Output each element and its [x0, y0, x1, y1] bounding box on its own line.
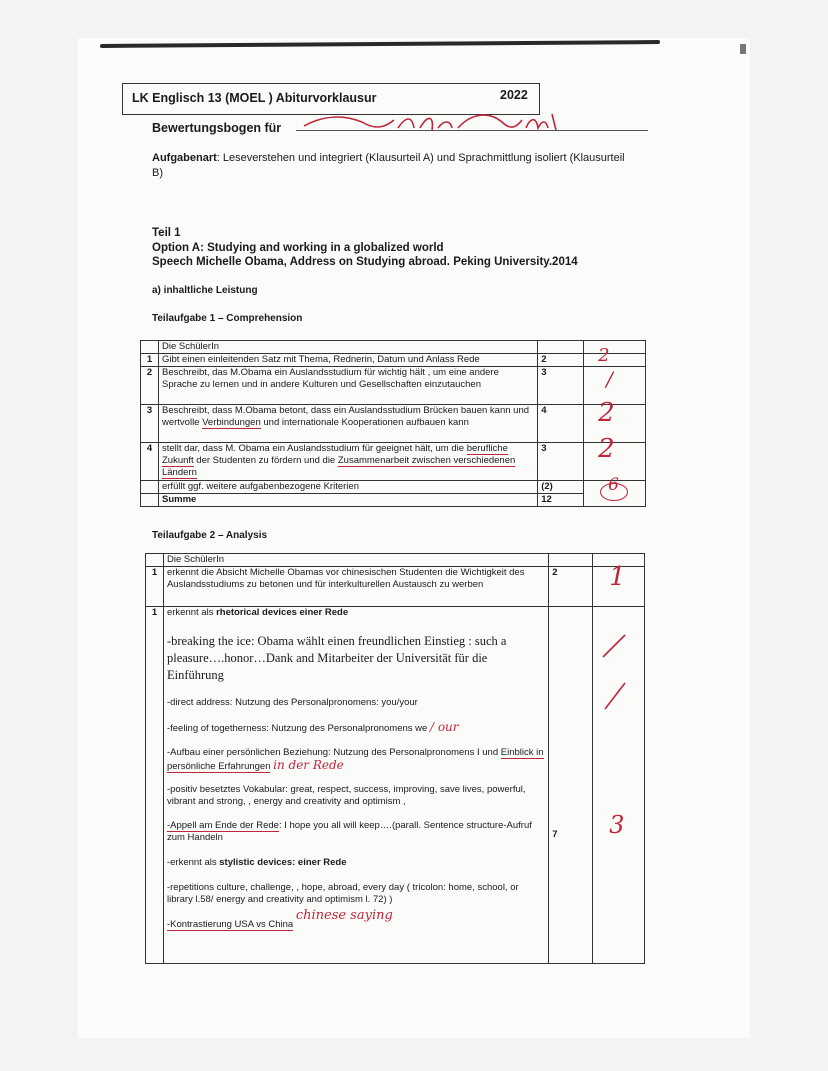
- criterion-text: Gibt einen einleitenden Satz mit Thema, Rednerin, Datum und Anlass Rede: [158, 354, 537, 367]
- section-heading: [152, 226, 578, 270]
- row-number: 1: [141, 354, 159, 367]
- extra-points: (2): [538, 481, 584, 494]
- handwritten-mark: 2: [598, 345, 610, 366]
- aufgabenart: [152, 151, 632, 181]
- aufgabenart-label: Aufgabenart: [152, 152, 217, 164]
- handwritten-sum: 6: [608, 475, 619, 495]
- sum-label: Summe: [158, 494, 537, 507]
- appell-text: : I hope you all will keep….(parall. Sentence structure-Aufruf zum Handeln: [166, 820, 532, 843]
- table-cell: [141, 481, 159, 494]
- option-label: Option A: Studying and working in a globalized world: [152, 241, 444, 254]
- max-points: 3: [538, 367, 584, 405]
- positiv-vokabular: -positiv besetztes Vokabular: great, respect, success, improving, save lives, powerful, vibrant and strong, , energy and creativity and optimism ,: [166, 784, 526, 807]
- handwritten-mark: 2: [598, 398, 615, 428]
- extra-criteria: erfüllt ggf. weitere aufgabenbezogene Kriterien: [158, 481, 537, 494]
- aufgabenart-text: : Leseverstehen und integriert (Klausurteil A) und Sprachmittlung isoliert (Klausurteil B): [152, 152, 625, 179]
- mark-cell: [593, 562, 645, 607]
- analysis-table: [145, 553, 645, 964]
- stylistic-bold: stylistic devices: einer Rede: [219, 857, 347, 868]
- row-number: 3: [141, 405, 159, 443]
- criterion-text-part: stellt dar, dass M. Obama ein Auslandsstudium für geeignet hält, um die: [161, 443, 467, 454]
- underlined-text: Zusammenarbeit zwischen verschiedenen Ländern: [161, 455, 516, 478]
- max-points: 7: [552, 829, 558, 840]
- criterion-text-bold: rhetorical devices einer Rede: [216, 607, 349, 618]
- max-points: 2: [538, 354, 584, 367]
- row-number: 1: [146, 567, 164, 607]
- feeling-of-togetherness: -feeling of togetherness: Nutzung des Personalpronomens we: [166, 723, 428, 734]
- underlined-text: Einblick in persönliche Erfahrungen: [166, 747, 544, 772]
- criterion-text-part: erkennt als: [166, 607, 217, 618]
- table-cell: [584, 341, 646, 354]
- table-cell: [141, 494, 159, 507]
- table-row: [146, 567, 645, 607]
- underlined-text: -Kontrastierung USA vs China: [166, 919, 294, 930]
- max-points: 3: [538, 443, 584, 481]
- max-points: 4: [538, 405, 584, 443]
- handwritten-mark: 2: [598, 434, 615, 464]
- aufbau-text: -Aufbau einer persönlichen Beziehung: Nutzung des Personalpronomens I und: [166, 747, 501, 758]
- table-cell: [549, 554, 593, 567]
- document-year: 2022: [500, 88, 528, 102]
- criterion-text: erkennt die Absicht Michelle Obamas vor chinesischen Studenten die Wichtigkeit des Auslandsstudiums zu betonen und für interkulturellen Austausch zu werben: [163, 567, 548, 607]
- table-row: [141, 481, 646, 494]
- underlined-text: -Appell am Ende der Rede: [166, 820, 279, 831]
- comprehension-table: [140, 340, 646, 507]
- criterion-text-part: und internationale Kooperationen aufbauen kann: [260, 417, 469, 428]
- criterion-text: [163, 607, 548, 964]
- handwritten-note: in der Rede: [273, 758, 344, 772]
- table-row: [141, 367, 646, 405]
- handwritten-check-mark: /: [606, 367, 613, 391]
- table-row: [146, 607, 645, 964]
- max-points-cell: [549, 607, 593, 964]
- table-header: Die SchülerIn: [163, 554, 548, 567]
- row-number: 1: [146, 607, 164, 964]
- speech-label: Speech Michelle Obama, Address on Studying abroad. Peking University.2014: [152, 256, 578, 268]
- direct-address: -direct address: Nutzung des Personalpronomens: you/your: [166, 697, 418, 708]
- teil-label: Teil 1: [152, 227, 181, 239]
- row-number: 2: [141, 367, 159, 405]
- handwritten-note: / our: [429, 720, 459, 734]
- scan-mark: [740, 44, 746, 54]
- table-row: [141, 354, 646, 367]
- document-title: LK Englisch 13 (MOEL ) Abiturvorklausur: [132, 91, 377, 105]
- max-points: 2: [549, 567, 593, 607]
- criterion-text: [158, 443, 537, 481]
- handwritten-mark: 3: [609, 811, 625, 839]
- teilaufgabe-2-title: Teilaufgabe 2 – Analysis: [152, 530, 268, 541]
- bewertungsbogen-label: Bewertungsbogen für: [152, 121, 282, 135]
- inhaltliche-leistung: a) inhaltliche Leistung: [152, 285, 258, 296]
- criterion-text: Beschreibt, das M.Obama ein Auslandsstudium für wichtig hält , um eine andere Sprache zu lernen und in andere Kulturen und Gesellschaften einzutauchen: [158, 367, 537, 405]
- table-header: Die SchülerIn: [158, 341, 537, 354]
- handwritten-mark: 1: [609, 562, 626, 592]
- sum-points: 12: [538, 494, 584, 507]
- underlined-text: Verbindungen: [202, 417, 261, 428]
- criterion-text-part: Beschreibt, dass M.Obama betont, dass ein Auslandsstudium Brücken bauen kann und wertvolle: [161, 405, 530, 428]
- sum-mark-cell: [584, 475, 646, 507]
- handwritten-name-signature: [302, 108, 572, 138]
- table-row: [141, 494, 646, 507]
- table-row: [141, 405, 646, 443]
- row-number: 4: [141, 443, 159, 481]
- repetitions: -repetitions culture, challenge, , hope, abroad, every day ( tricolon: home, school, or library l.58/ energy and creativity and optimism l. 72) ): [166, 882, 519, 905]
- table-cell: [538, 341, 584, 354]
- table-row: [141, 443, 646, 481]
- mark-cell: [593, 607, 645, 964]
- teilaufgabe-1-title: Teilaufgabe 1 – Comprehension: [152, 313, 303, 324]
- breaking-the-ice: -breaking the ice: Obama wählt einen freundlichen Einstieg : such a pleasure….honor…Dank and Mitarbeiter der Universität für die Einführung: [166, 634, 507, 682]
- mark-cell: [584, 345, 646, 367]
- criterion-text-part: der Studenten zu fördern und die: [193, 455, 338, 466]
- underlined-text: berufliche Zukunft: [161, 443, 508, 466]
- criterion-text: [158, 405, 537, 443]
- handwritten-note: chinese saying: [295, 908, 393, 923]
- table-cell: [141, 341, 159, 354]
- stylistic-text: -erkennt als: [166, 857, 220, 868]
- handwritten-check-marks: [599, 627, 639, 717]
- table-cell: [146, 554, 164, 567]
